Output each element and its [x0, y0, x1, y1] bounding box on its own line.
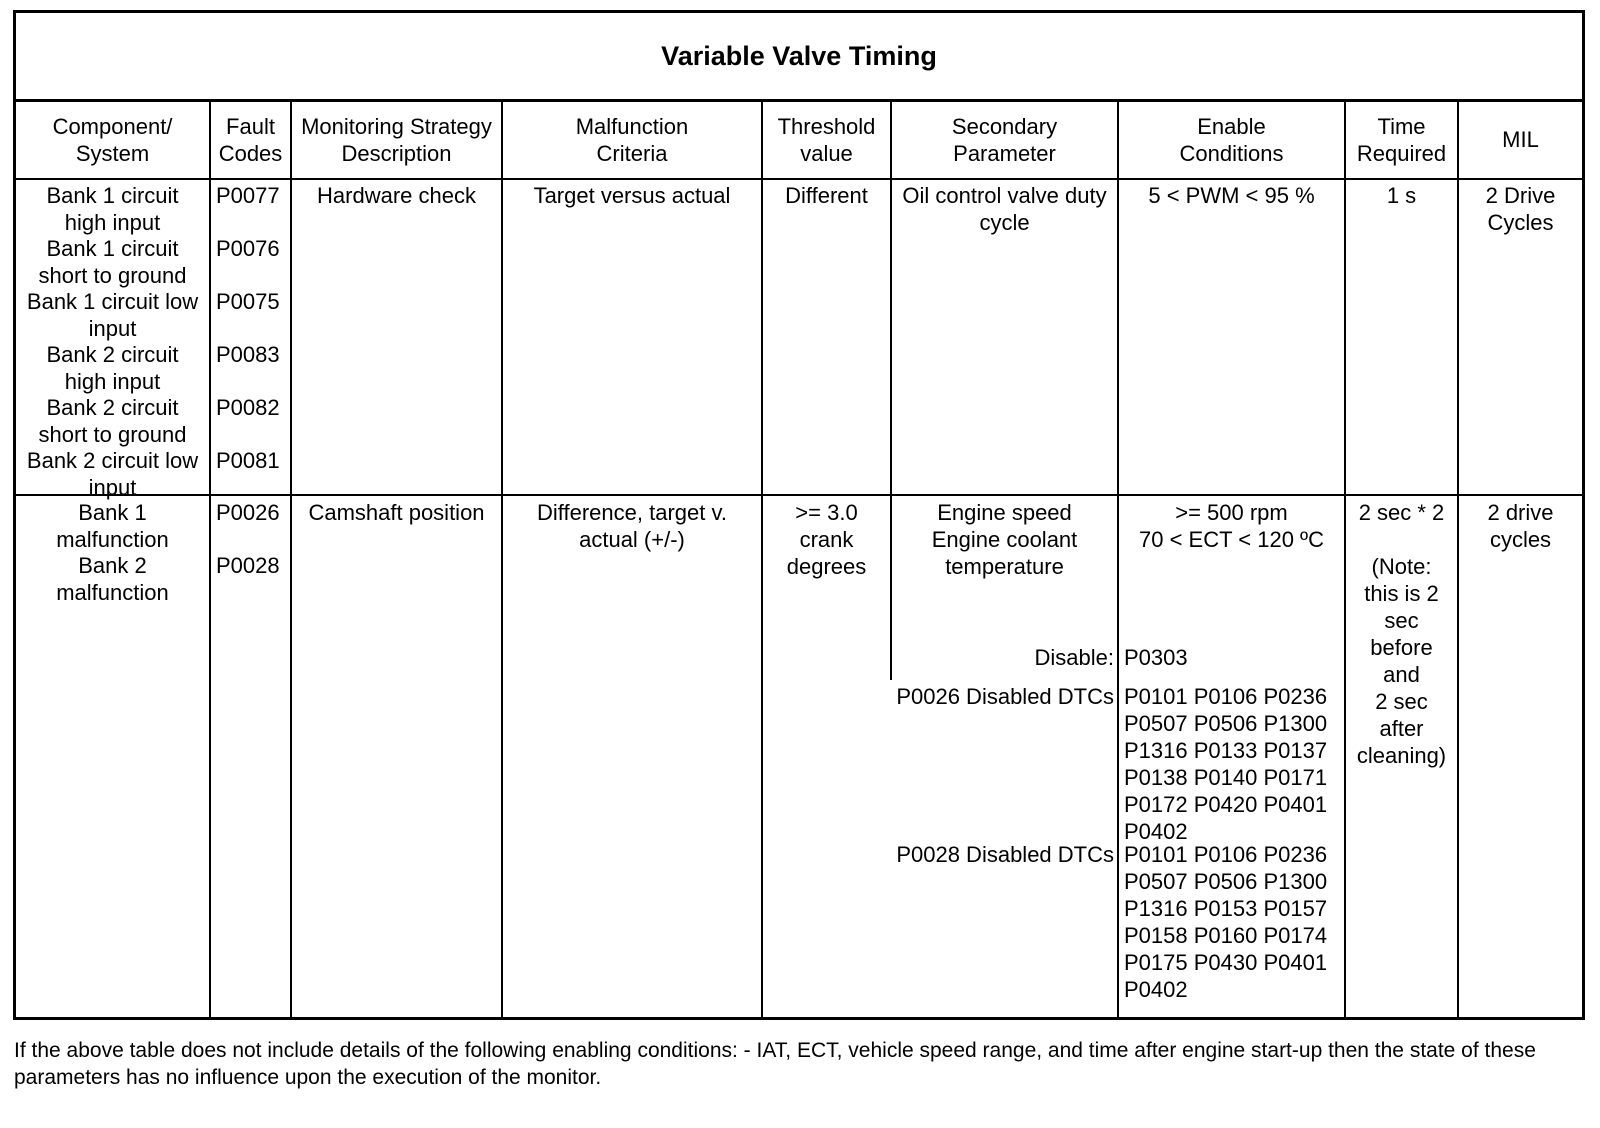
row1-component-6: Bank 2 circuit low input: [26, 448, 199, 500]
header-mil: MIL: [1502, 127, 1539, 152]
disable-value: P0303: [1124, 645, 1188, 670]
header-malfunction: Malfunction Criteria: [575, 114, 689, 166]
row1-code-6: P0081: [216, 448, 280, 473]
col-divider: [501, 99, 503, 1017]
col-divider: [290, 99, 292, 1017]
header-threshold: Threshold value: [777, 114, 876, 166]
header-secondary: Secondary Parameter: [951, 114, 1058, 166]
header-enable: Enable Conditions: [1179, 114, 1284, 166]
row1-time: 1 s: [1386, 183, 1417, 208]
row2-secondary: Engine speed Engine coolant temperature: [931, 500, 1078, 579]
header-time: Time Required: [1356, 114, 1447, 166]
row1-code-3: P0075: [216, 289, 280, 314]
row2-threshold: >= 3.0 crank degrees: [786, 500, 867, 579]
row2-code-2: P0028: [216, 553, 280, 578]
row2-component-1: Bank 1 malfunction: [56, 500, 169, 552]
col-divider: [209, 99, 211, 1017]
row1-component-5: Bank 2 circuit short to ground: [38, 395, 187, 447]
header-fault-codes: Fault Codes: [218, 114, 283, 166]
table-title: Variable Valve Timing: [16, 13, 1582, 102]
row1-secondary: Oil control valve duty cycle: [902, 183, 1107, 235]
vvt-table: [13, 10, 1585, 1020]
row2-code-1: P0026: [216, 500, 280, 525]
header-divider: [16, 178, 1582, 180]
row1-component-3: Bank 1 circuit low input: [26, 289, 199, 341]
row2-malfunction: Difference, target v. actual (+/-): [537, 500, 727, 552]
disable-label: Disable:: [1034, 645, 1114, 670]
row1-code-2: P0076: [216, 236, 280, 261]
row1-component-2: Bank 1 circuit short to ground: [38, 236, 187, 288]
p0028-disabled-dtcs: P0101 P0106 P0236 P0507 P0506 P1300 P1316 P0153 P0157 P0158 P0160 P0174 P0175 P0430 P0401 P0402: [1124, 842, 1328, 1002]
row2-strategy: Camshaft position: [308, 500, 485, 525]
row1-code-5: P0082: [216, 395, 280, 420]
row2-component-2: Bank 2 malfunction: [56, 553, 169, 605]
row1-code-1: P0077: [216, 183, 280, 208]
p0026-disabled-dtcs: P0101 P0106 P0236 P0507 P0506 P1300 P1316 P0133 P0137 P0138 P0140 P0171 P0172 P0420 P0401 P0402: [1124, 684, 1328, 844]
row1-code-4: P0083: [216, 342, 280, 367]
row2-mil: 2 drive cycles: [1487, 500, 1554, 552]
col-divider: [1457, 99, 1459, 1017]
row1-malfunction: Target versus actual: [533, 183, 731, 208]
row1-mil: 2 Drive Cycles: [1485, 183, 1556, 235]
header-strategy: Monitoring Strategy Description: [301, 114, 492, 166]
p0028-disabled-label: P0028 Disabled DTCs: [896, 842, 1114, 867]
col-divider: [1117, 99, 1119, 1017]
row1-component-1: Bank 1 circuit high input: [46, 183, 179, 235]
row1-component-4: Bank 2 circuit high input: [46, 342, 179, 394]
row1-enable: 5 < PWM < 95 %: [1148, 183, 1315, 208]
row2-time: 2 sec * 2 (Note: this is 2 sec before and 2 sec after cleaning): [1356, 500, 1447, 768]
header-component: Component/ System: [52, 114, 173, 166]
footnote: If the above table does not include details of the following enabling conditions: - IAT, ECT, vehicle speed range, and time after engine start-up then the state of these parameters has no influence upon the execution of the monitor.: [14, 1039, 1536, 1089]
row2-enable: >= 500 rpm 70 < ECT < 120 ºC: [1139, 500, 1324, 552]
row1-strategy: Hardware check: [317, 183, 476, 208]
row-divider: [16, 494, 1582, 496]
row1-threshold: Different: [785, 183, 868, 208]
p0026-disabled-label: P0026 Disabled DTCs: [896, 684, 1114, 709]
